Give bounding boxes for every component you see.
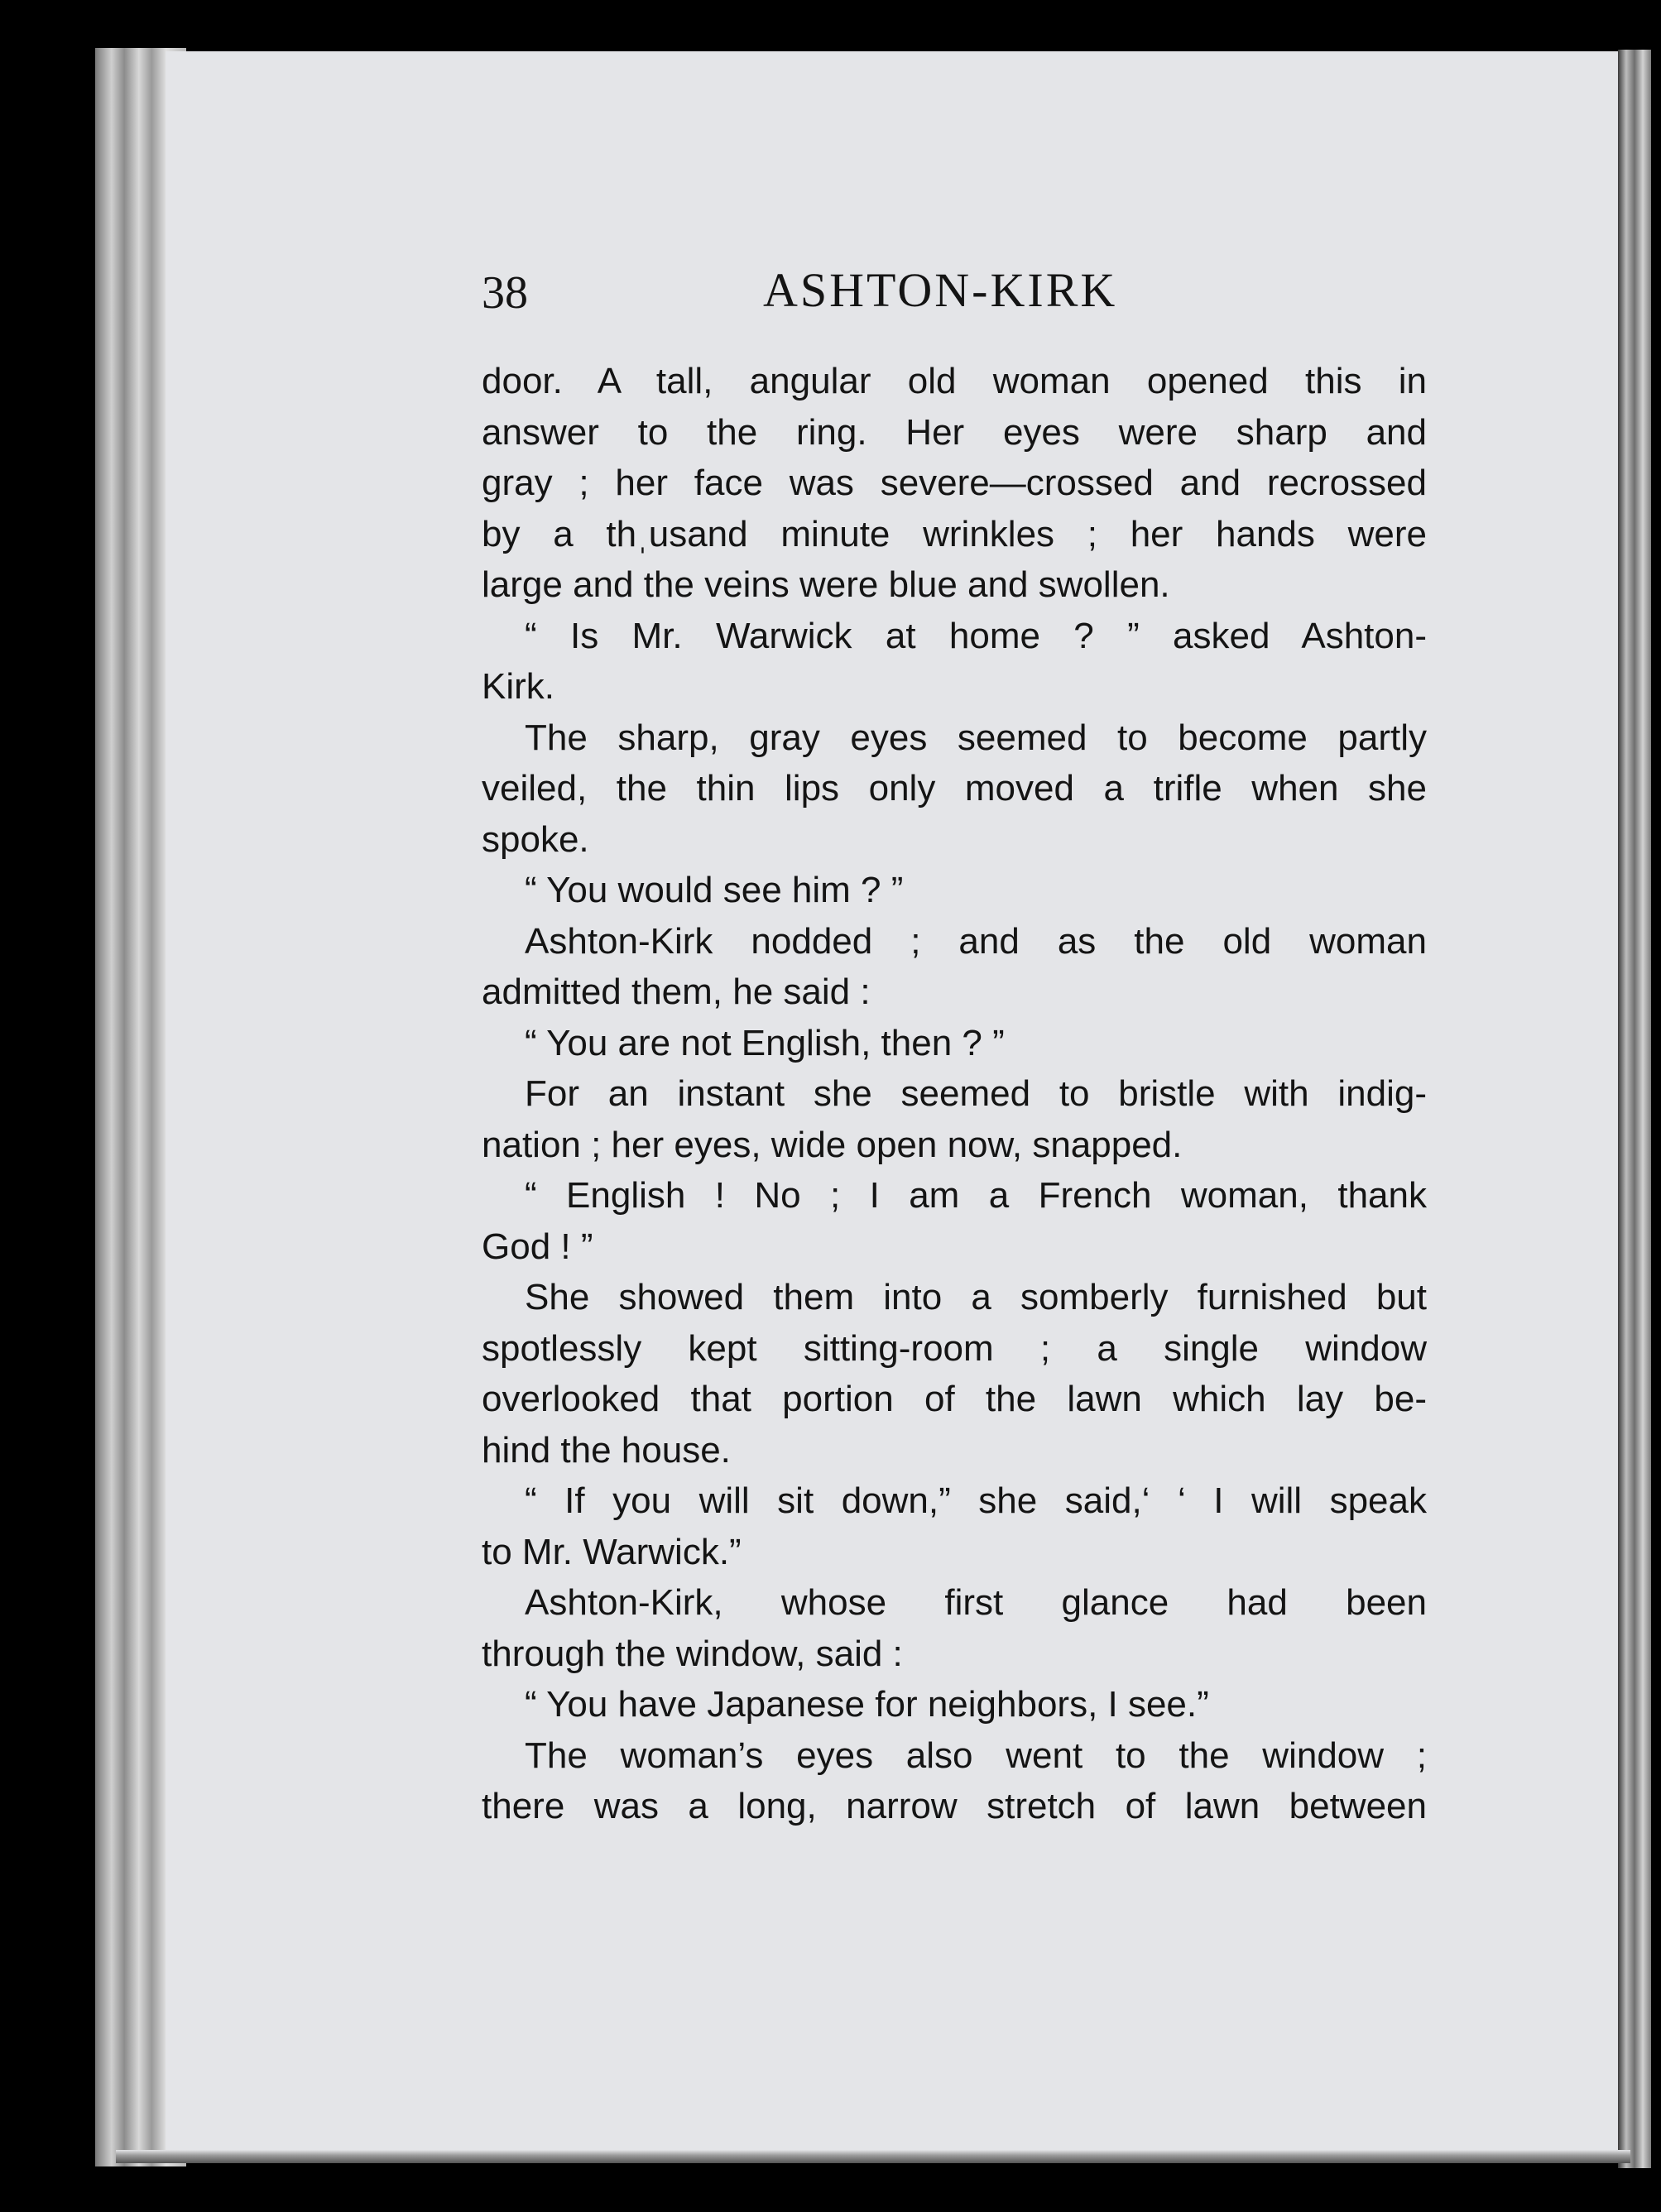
running-title: ASHTON-KIRK	[763, 263, 1118, 317]
text-line: there was a long, narrow stretch of lawn between	[482, 1786, 1427, 1826]
text-line: God ! ”	[482, 1226, 593, 1267]
text-line: veiled, the thin lips only moved a trifle when she	[482, 768, 1427, 809]
text-line: spotlessly kept sitting-room ; a single window	[482, 1327, 1427, 1369]
text-line: through the window, said :	[482, 1633, 903, 1674]
text-line: door. A tall, angular old woman opened this in	[482, 361, 1427, 401]
text-line: She showed them into a somberly furnished but	[525, 1277, 1427, 1317]
text-line: to Mr. Warwick.”	[482, 1531, 742, 1572]
text-line: answer to the ring. Her eyes were sharp and	[482, 411, 1427, 453]
book-spine	[1618, 50, 1651, 2168]
text-line: For an instant she seemed to bristle with indig-	[525, 1073, 1427, 1114]
body-text	[482, 356, 1427, 1832]
text-line: “ You are not English, then ? ”	[525, 1022, 1005, 1063]
running-header	[482, 265, 1425, 331]
text-line: “ English ! No ; I am a French woman, thank	[525, 1175, 1427, 1216]
text-line: Ashton-Kirk, whose first glance had been	[525, 1582, 1427, 1623]
text-line: hind the house.	[482, 1429, 731, 1471]
text-line: Ashton-Kirk nodded ; and as the old woman	[525, 920, 1427, 962]
text-line: large and the veins were blue and swollen.	[482, 564, 1170, 605]
text-line: spoke.	[482, 818, 589, 860]
text-line: “ You have Japanese for neighbors, I see.”	[525, 1684, 1209, 1725]
text-line: “ If you will sit down,” she said,‘ ‘ I will speak	[525, 1480, 1427, 1521]
page-bottom-edge	[116, 2150, 1630, 2163]
page-number: 38	[482, 267, 528, 319]
text-line: overlooked that portion of the lawn which lay be-	[482, 1379, 1427, 1419]
text-line: The sharp, gray eyes seemed to become partly	[525, 717, 1427, 758]
text-line: Kirk.	[482, 666, 554, 707]
text-line: by a thˌusand minute wrinkles ; her hands were	[482, 513, 1427, 554]
text-line: admitted them, he said :	[482, 972, 871, 1012]
text-line: The woman’s eyes also went to the window ;	[525, 1735, 1427, 1776]
text-line: gray ; her face was severe—crossed and recrossed	[482, 463, 1427, 503]
text-line: “ You would see him ? ”	[525, 870, 904, 910]
text-line: nation ; her eyes, wide open now, snapped.	[482, 1124, 1183, 1165]
text-line: “ Is Mr. Warwick at home ? ” asked Ashton-	[525, 615, 1427, 656]
